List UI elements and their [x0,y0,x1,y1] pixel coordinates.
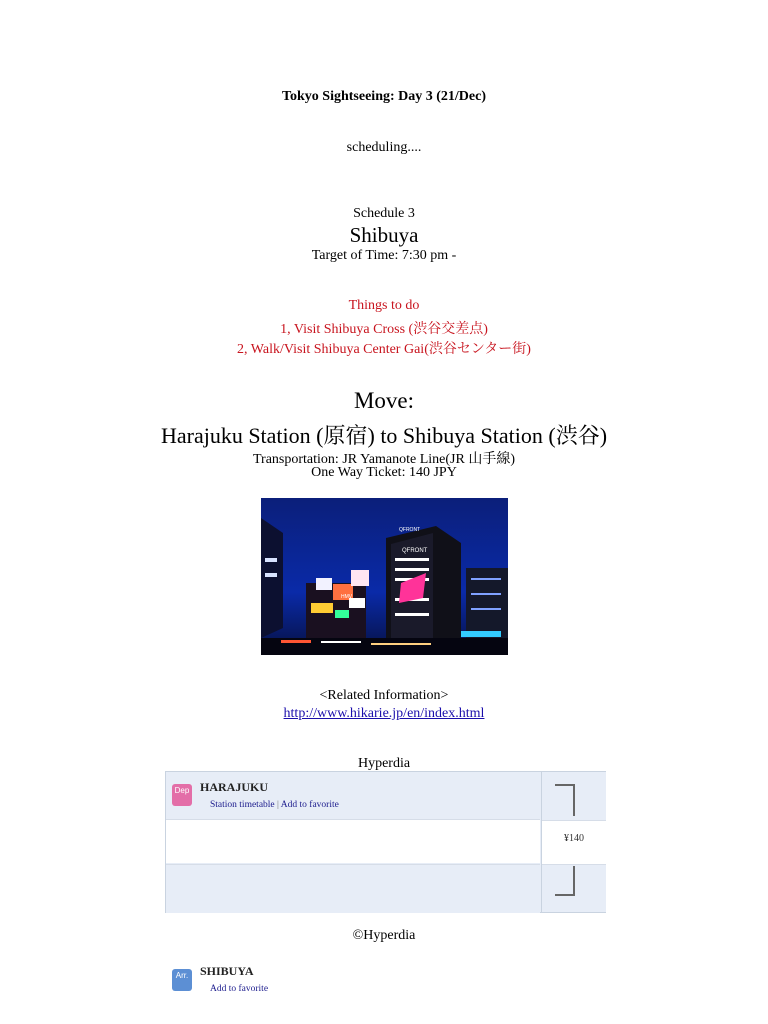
link-separator: | [277,800,279,810]
copyright-text: ©Hyperdia [352,928,416,943]
fare-column [541,772,606,912]
move-heading: Move: [353,388,415,413]
schedule-number: Schedule 3 [353,206,415,221]
schedule-place: Shibuya [349,223,419,247]
fare-bracket-top [555,784,575,816]
things-to-do-heading: Things to do [348,298,420,313]
departure-links [210,800,339,810]
photo-sign-hmv: HMV [341,594,353,600]
target-time: Target of Time: 7:30 pm - [311,248,457,263]
hyperdia-title: Hyperdia [357,756,411,771]
todo-item-1: 1, Visit Shibuya Cross (渋谷交差点) [280,322,488,337]
shibuya-night-photo [261,498,508,655]
station-timetable-link[interactable]: Station timetable [210,800,275,810]
departure-station[interactable]: HARAJUKU [200,780,268,794]
page-title: Tokyo Sightseeing: Day 3 (21/Dec) [281,89,487,104]
departure-row [166,772,540,820]
arr-add-favorite-link[interactable]: Add to favorite [210,984,269,994]
arrival-station[interactable]: SHIBUYA [200,964,254,978]
shibuya-night-photo-illustration [261,498,508,655]
todo-item-2: 2, Walk/Visit Shibuya Center Gai(渋谷センター街) [237,342,531,357]
ticket-text: One Way Ticket: 140 JPY [311,465,457,480]
related-link-wrapper [0,706,768,722]
hikarie-link[interactable]: http://www.hikarie.jp/en/index.html [283,706,485,721]
move-route: Harajuku Station (原宿) to Shibuya Station (渋谷) [160,423,608,448]
fare-amount: ¥140 [564,833,584,844]
status-text: scheduling.... [346,140,422,155]
transportation-text: Transportation: JR Yamanote Line(JR 山手線) [253,452,515,467]
line-row [166,820,540,863]
dep-add-favorite-link[interactable]: Add to favorite [280,800,339,810]
fare-bracket-bottom [555,866,575,896]
departure-badge: Dep [172,784,192,806]
arrival-badge: Arr. [172,969,192,991]
photo-sign-qfront-top: QFRONT [402,548,428,554]
photo-sign-qfront-roof: QFRONT [399,527,421,533]
related-info-heading: <Related Information> [319,688,449,703]
arrival-links [210,984,268,994]
